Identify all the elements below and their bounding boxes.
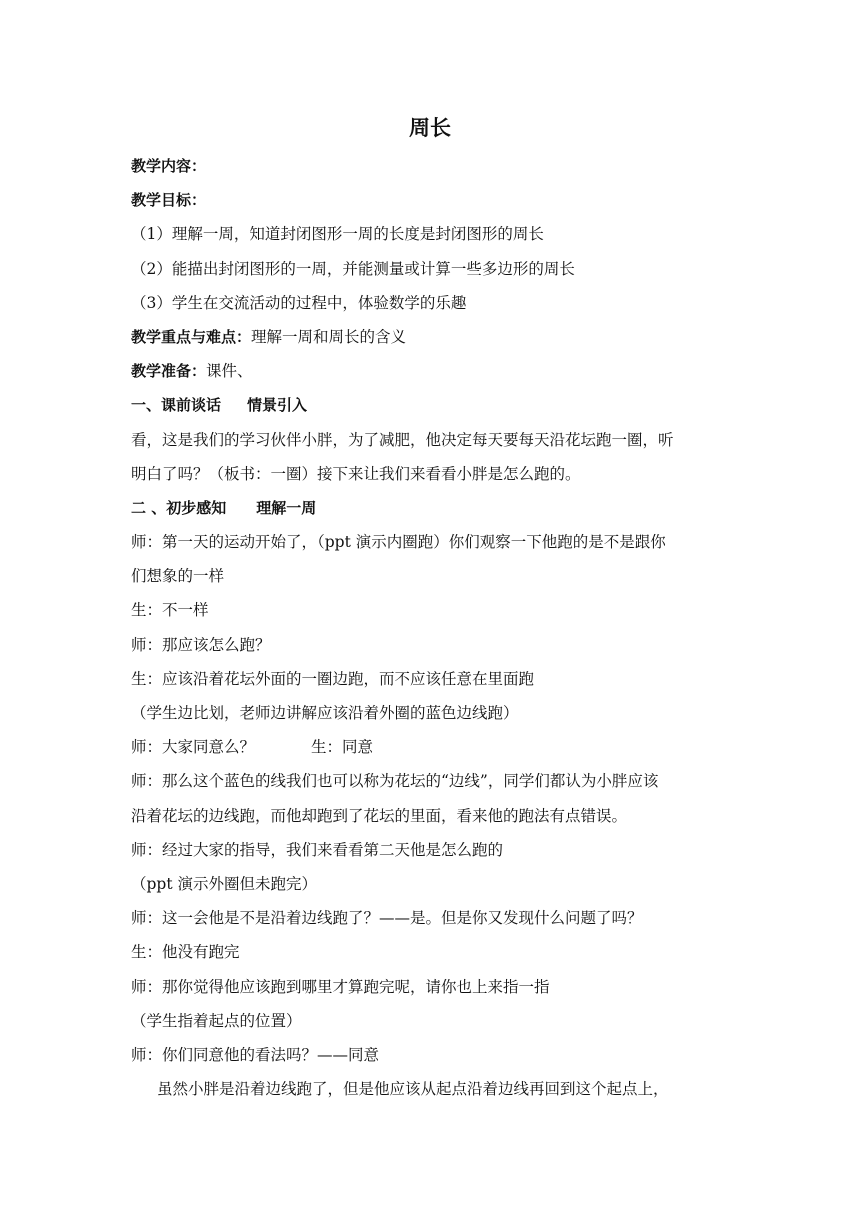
dialogue-line: 师：第一天的运动开始了，（ppt 演示内圈跑）你们观察一下他跑的是不是跟你 xyxy=(131,533,666,552)
document-title: 周长 xyxy=(409,116,451,140)
document-body xyxy=(131,149,736,1106)
dialogue-line xyxy=(131,730,736,764)
dialogue-line: 师：经过大家的指导，我们来看看第二天他是怎么跑的 xyxy=(131,840,504,859)
content-line xyxy=(131,149,736,183)
dialogue-line: 师：那应该怎么跑？ xyxy=(131,635,271,654)
objectives-heading-line xyxy=(131,183,736,217)
section-name: 理解一周 xyxy=(256,498,317,517)
dialogue-line: 师：那么这个蓝色的线我们也可以称为花坛的“边线”，同学们都认为小胖应该 xyxy=(131,772,659,791)
objectives-label: 教学目标： xyxy=(131,191,207,210)
dialogue-line: 生：不一样 xyxy=(131,601,209,620)
key-points-line xyxy=(131,320,736,354)
paragraph-line: 看，这是我们的学习伙伴小胖，为了减肥，他决定每天要每天沿花坛跑一圈，听 xyxy=(131,430,674,449)
content-label: 教学内容： xyxy=(131,157,207,175)
paragraph-line: 明白了吗？（板书：一圈）接下来让我们来看看小胖是怎么跑的。 xyxy=(131,464,581,483)
teacher-question: 师：大家同意么？ xyxy=(131,738,256,757)
section-number: 一、课前谈话 xyxy=(131,396,222,415)
section-heading-2 xyxy=(131,491,736,525)
dialogue-line: （ppt 演示外圈但未跑完） xyxy=(131,874,318,893)
paragraph-line: 虽然小胖是沿着边线跑了，但是他应该从起点沿着边线再回到这个起点上， xyxy=(157,1080,669,1099)
prep-text: 课件、 xyxy=(206,362,253,381)
dialogue-line: （学生指着起点的位置） xyxy=(131,1011,302,1030)
dialogue-line: （学生边比划，老师边讲解应该沿着外圈的蓝色边线跑） xyxy=(131,704,519,722)
dialogue-line: 沿着花坛的边线跑，而他却跑到了花坛的里面，看来他的跑法有点错误。 xyxy=(131,806,628,825)
dialogue-line: 师：你们同意他的看法吗？——同意 xyxy=(131,1045,380,1064)
section-number: 二 、初步感知 xyxy=(131,498,227,517)
key-points-label: 教学重点与难点： xyxy=(131,327,252,346)
dialogue-line: 生：应该沿着花坛外面的一圈边跑，而不应该任意在里面跑 xyxy=(131,669,535,688)
objective-item: （3）学生在交流活动的过程中，体验数学的乐趣 xyxy=(131,293,467,312)
section-heading-1 xyxy=(131,388,736,422)
dialogue-line: 师：这一会他是不是沿着边线跑了？——是。但是你又发现什么问题了吗？ xyxy=(131,909,643,928)
dialogue-line: 生：他没有跑完 xyxy=(131,943,240,962)
student-answer: 生：同意 xyxy=(311,738,374,757)
dialogue-line: 们想象的一样 xyxy=(131,567,225,586)
objective-item: （1）理解一周，知道封闭图形一周的长度是封闭图形的周长 xyxy=(131,225,544,244)
prep-line xyxy=(131,354,736,388)
section-name: 情景引入 xyxy=(247,396,308,415)
objective-item: （2）能描出封闭图形的一周，并能测量或计算一些多边形的周长 xyxy=(131,259,575,278)
dialogue-line: 师：那你觉得他应该跑到哪里才算跑完呢，请你也上来指一指 xyxy=(131,977,550,996)
prep-label: 教学准备： xyxy=(131,362,207,381)
key-points-text: 理解一周和周长的含义 xyxy=(251,327,407,346)
